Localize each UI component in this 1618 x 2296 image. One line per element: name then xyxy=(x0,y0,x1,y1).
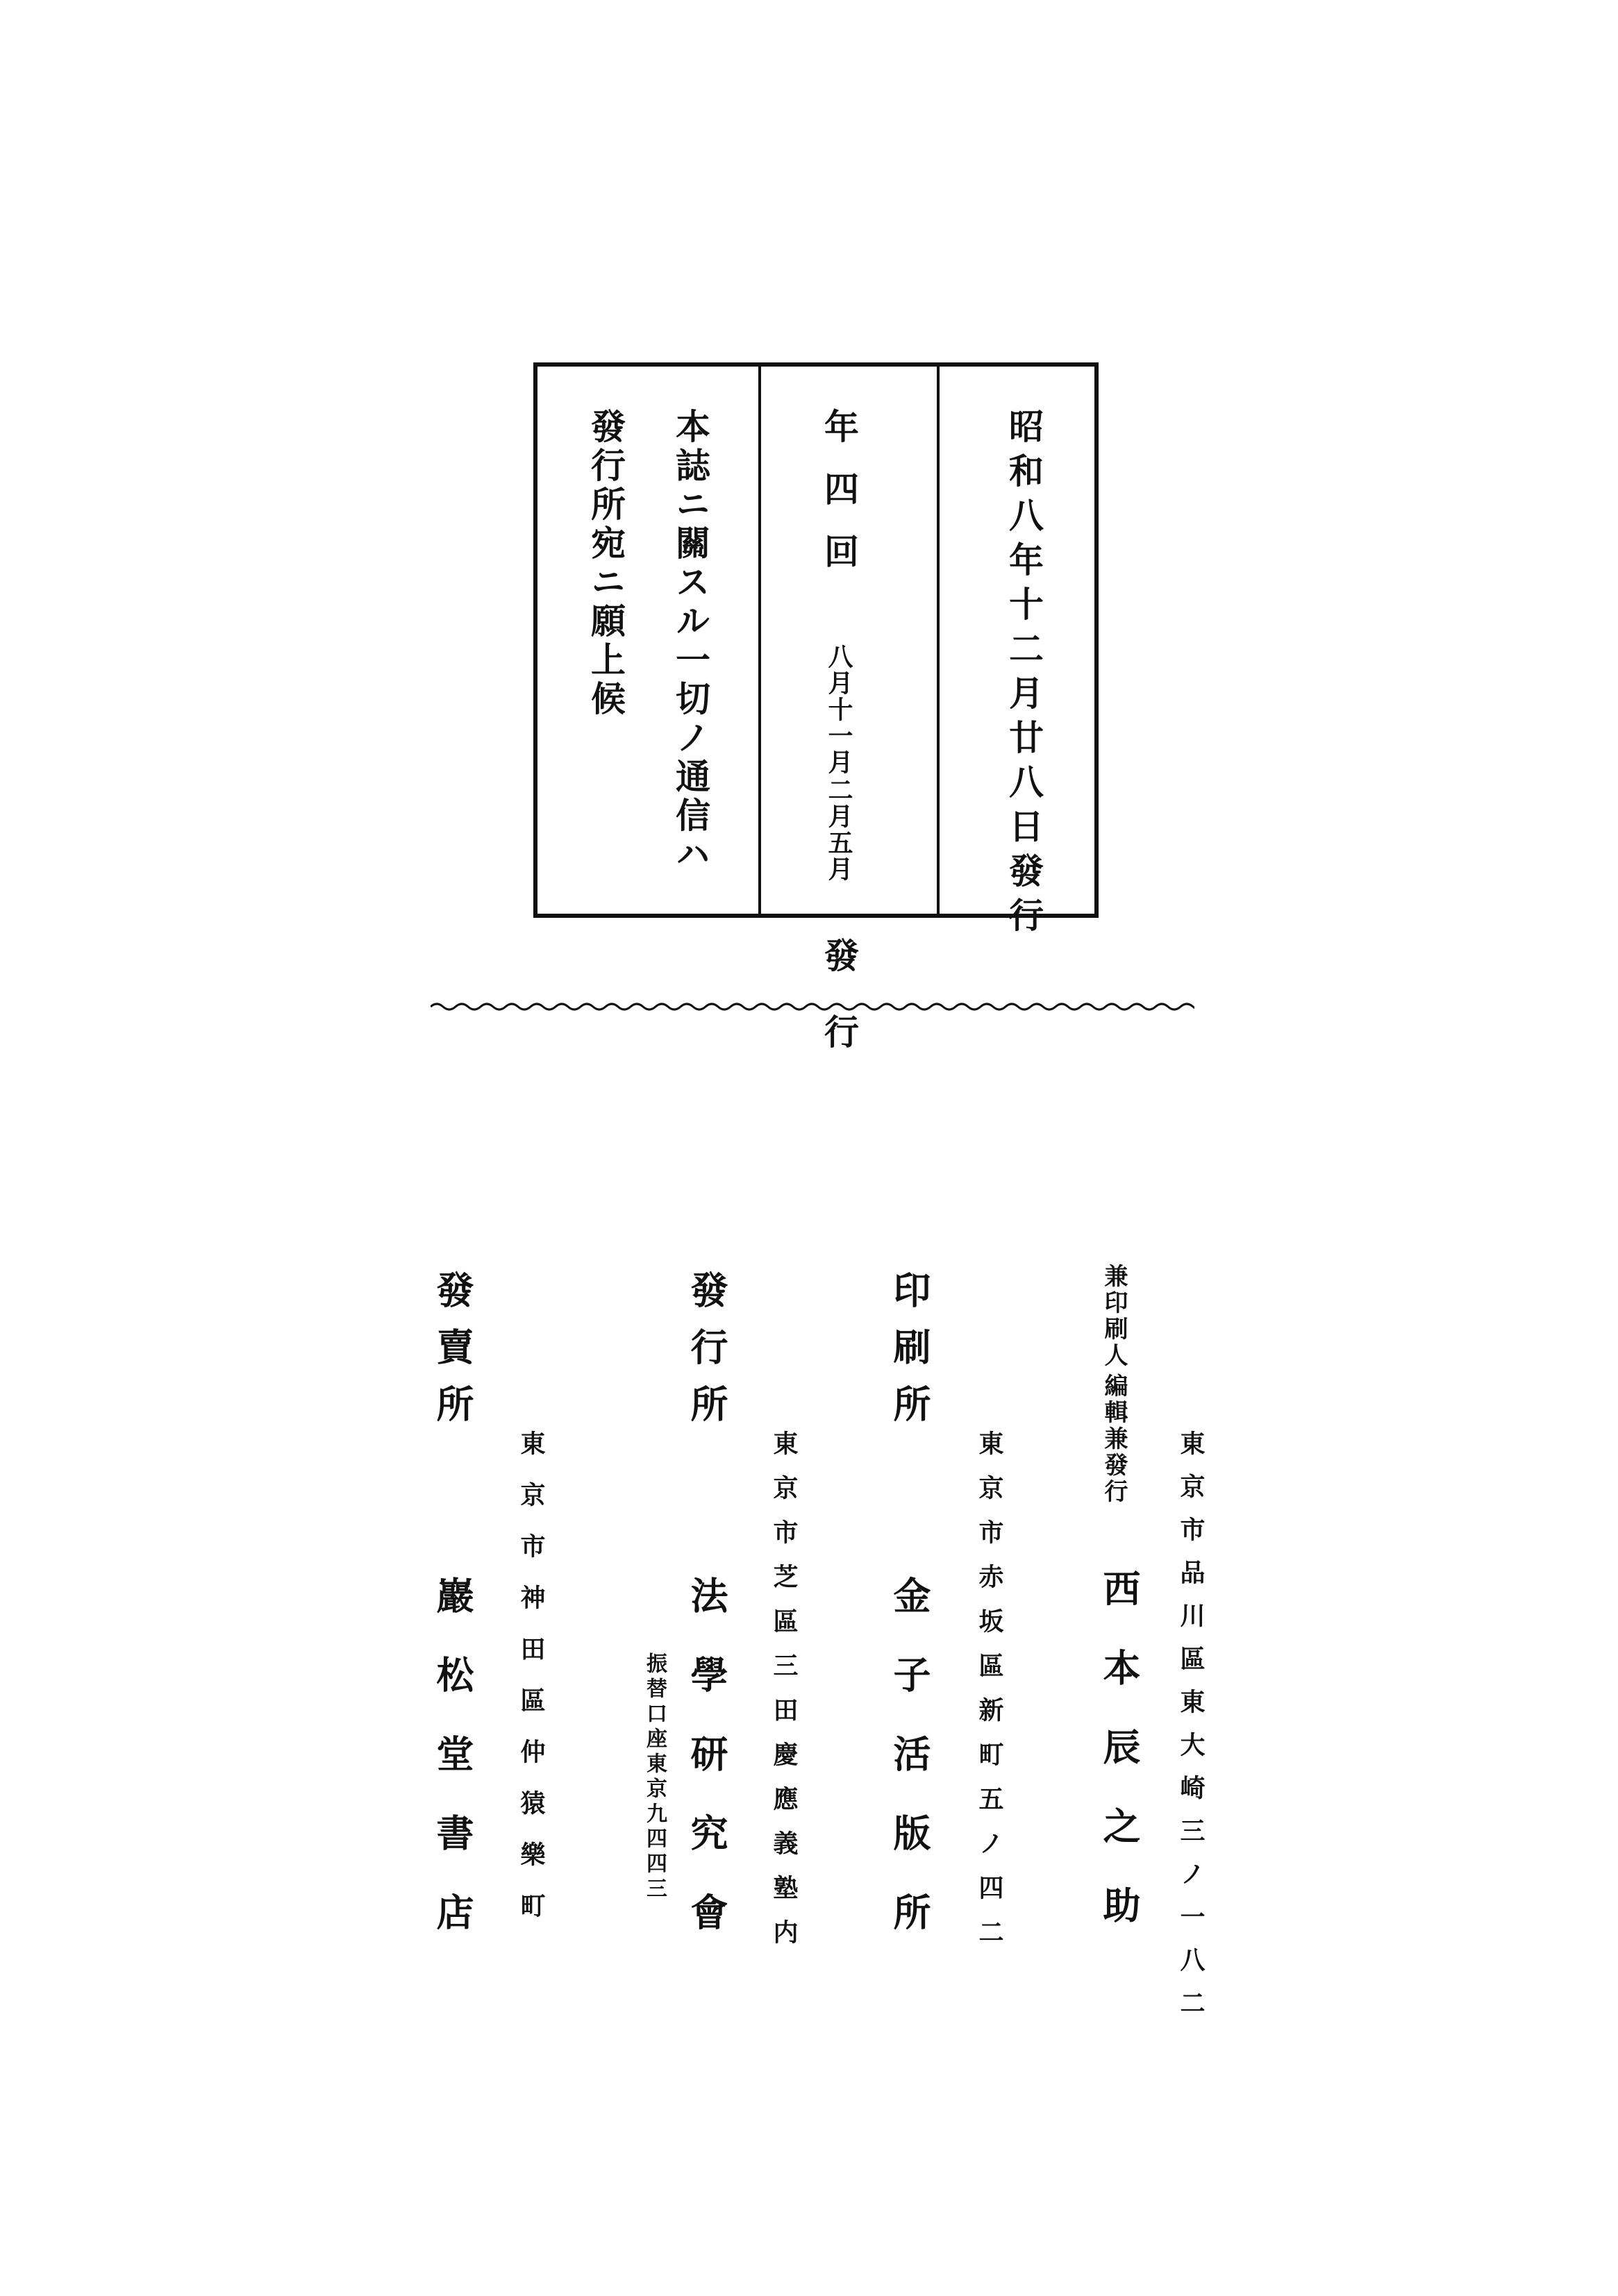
editor-address: 東京市品川區東大崎三ノ一八二 xyxy=(1176,1430,1206,2033)
notice-box xyxy=(533,362,1099,1090)
publisher-address: 東京市芝區三田慶應義塾内 xyxy=(769,1430,799,1963)
schedule-suffix: 發行 xyxy=(819,937,860,1090)
schedule-months-a: 二月五月 xyxy=(824,777,853,882)
box-divider-left xyxy=(758,367,761,914)
printer-title: 印刷所 xyxy=(887,1271,932,1441)
seller-title: 發賣所 xyxy=(431,1271,475,1441)
contact-line-2: 發行所宛ニ願上候 xyxy=(585,408,626,719)
editor-name: 西本辰之助 xyxy=(1097,1569,1142,1965)
editor-title xyxy=(1097,1264,1131,1505)
schedule-months xyxy=(821,644,857,882)
issue-date: 昭和八年十二月廿八日發行 xyxy=(1003,408,1044,941)
seller-name: 巖松堂書店 xyxy=(431,1576,475,1972)
contact-line-1: 本誌ニ關スル一切ノ通信ハ xyxy=(670,408,711,875)
box-divider-right xyxy=(937,367,940,914)
wavy-separator xyxy=(431,1000,1194,1014)
schedule-months-b: 八月十一月 xyxy=(824,644,853,776)
publication-schedule xyxy=(814,408,864,1090)
editor-title-b: 兼印刷人 xyxy=(1100,1264,1128,1369)
schedule-prefix: 年四回 xyxy=(819,408,860,596)
printer-address: 東京市赤坂區新町五ノ四二 xyxy=(975,1430,1004,1963)
editor-title-a: 編輯兼發行 xyxy=(1100,1373,1128,1505)
publisher-account: 振替口座東京九四四三 xyxy=(642,1652,667,1902)
seller-address: 東京市神田區仲猿樂町 xyxy=(517,1430,546,1944)
printer-name: 金子活版所 xyxy=(887,1576,932,1972)
publisher-title: 發行所 xyxy=(685,1271,729,1441)
publisher-name: 法學研究會 xyxy=(685,1576,729,1972)
